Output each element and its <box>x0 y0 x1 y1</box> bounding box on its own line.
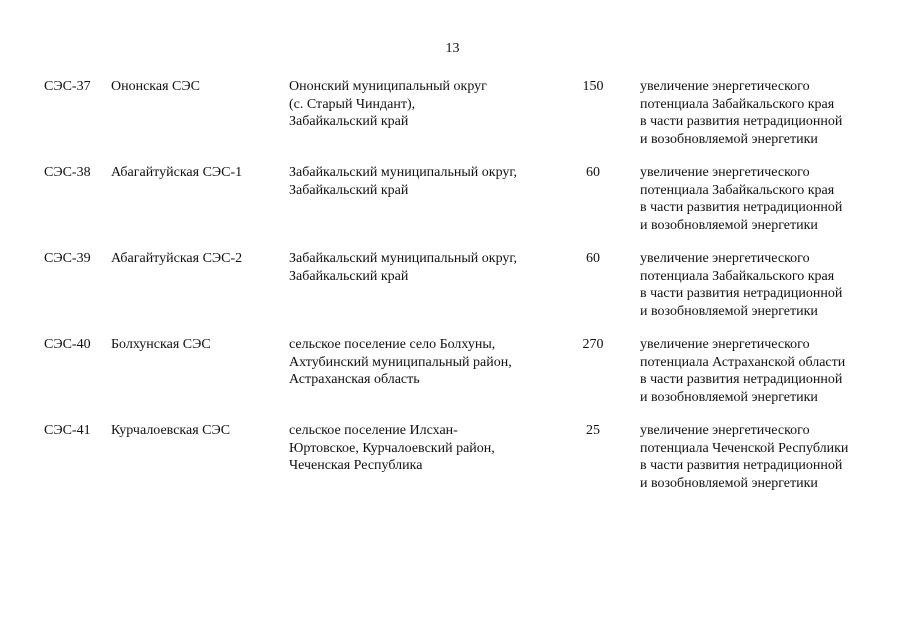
plant-purpose <box>640 250 902 320</box>
plant-name: Курчалоевская СЭС <box>111 423 231 438</box>
purpose-line: и возобновляемой энергетики <box>640 131 818 147</box>
purpose-line: в части развития нетрадиционной <box>640 200 843 215</box>
purpose-line: в части развития нетрадиционной <box>640 458 843 473</box>
table-row <box>0 336 905 422</box>
purpose-line: потенциала Астраханской области <box>640 354 846 370</box>
plant-capacity: 270 <box>582 337 604 352</box>
purpose-line: и возобновляемой энергетики <box>640 303 818 319</box>
purpose-line: увеличение энергетического <box>640 165 810 180</box>
purpose-line: увеличение энергетического <box>640 337 810 352</box>
plant-name: Абагайтуйская СЭС-2 <box>111 251 243 266</box>
purpose-line: потенциала Забайкальского края <box>640 268 835 284</box>
plant-purpose <box>640 78 902 148</box>
plant-location <box>289 422 559 475</box>
plant-location <box>289 164 559 199</box>
plant-capacity: 150 <box>582 79 604 94</box>
purpose-line: потенциала Забайкальского края <box>640 182 835 198</box>
location-line: сельское поселение Илсхан- <box>289 423 458 438</box>
location-line: Забайкальский муниципальный округ, <box>289 251 518 266</box>
purpose-line: в части развития нетрадиционной <box>640 286 843 301</box>
plant-location <box>289 78 559 131</box>
purpose-line: увеличение энергетического <box>640 251 810 266</box>
plant-code: СЭС-40 <box>44 337 91 352</box>
location-line: Забайкальский край <box>289 268 409 284</box>
purpose-line: в части развития нетрадиционной <box>640 372 843 387</box>
plant-location <box>289 250 559 285</box>
page-number: 13 <box>445 41 460 56</box>
plant-code: СЭС-38 <box>44 165 91 180</box>
plant-code: СЭС-41 <box>44 423 91 438</box>
plant-purpose <box>640 164 902 234</box>
location-line: Юртовское, Курчалоевский район, <box>289 440 495 456</box>
location-line: сельское поселение село Болхуны, <box>289 337 496 352</box>
plant-capacity: 60 <box>586 165 600 180</box>
location-line: Забайкальский муниципальный округ, <box>289 165 518 180</box>
plant-capacity: 60 <box>586 251 600 266</box>
plant-location <box>289 336 559 389</box>
location-line: Забайкальский край <box>289 114 409 129</box>
location-line: Забайкальский край <box>289 182 409 198</box>
plant-name: Ононская СЭС <box>111 79 200 94</box>
table-row <box>0 164 905 250</box>
purpose-line: потенциала Чеченской Республики <box>640 440 849 456</box>
location-line: Чеченская Республика <box>289 458 423 473</box>
table-row <box>0 422 905 508</box>
purpose-line: и возобновляемой энергетики <box>640 389 818 405</box>
location-line: Астраханская область <box>289 372 420 387</box>
power-plant-table <box>0 78 905 508</box>
location-line: Ононский муниципальный округ <box>289 79 487 94</box>
purpose-line: увеличение энергетического <box>640 423 810 438</box>
table-row <box>0 250 905 336</box>
purpose-line: увеличение энергетического <box>640 79 810 94</box>
purpose-line: и возобновляемой энергетики <box>640 217 818 233</box>
table-row <box>0 78 905 164</box>
plant-name: Абагайтуйская СЭС-1 <box>111 165 243 180</box>
purpose-line: в части развития нетрадиционной <box>640 114 843 129</box>
plant-code: СЭС-39 <box>44 251 91 266</box>
plant-purpose <box>640 422 902 492</box>
location-line: Ахтубинский муниципальный район, <box>289 354 512 370</box>
purpose-line: и возобновляемой энергетики <box>640 475 818 491</box>
location-line: (с. Старый Чиндант), <box>289 96 416 112</box>
plant-purpose <box>640 336 902 406</box>
purpose-line: потенциала Забайкальского края <box>640 96 835 112</box>
plant-code: СЭС-37 <box>44 79 91 94</box>
plant-name: Болхунская СЭС <box>111 337 211 352</box>
plant-capacity: 25 <box>586 423 600 438</box>
